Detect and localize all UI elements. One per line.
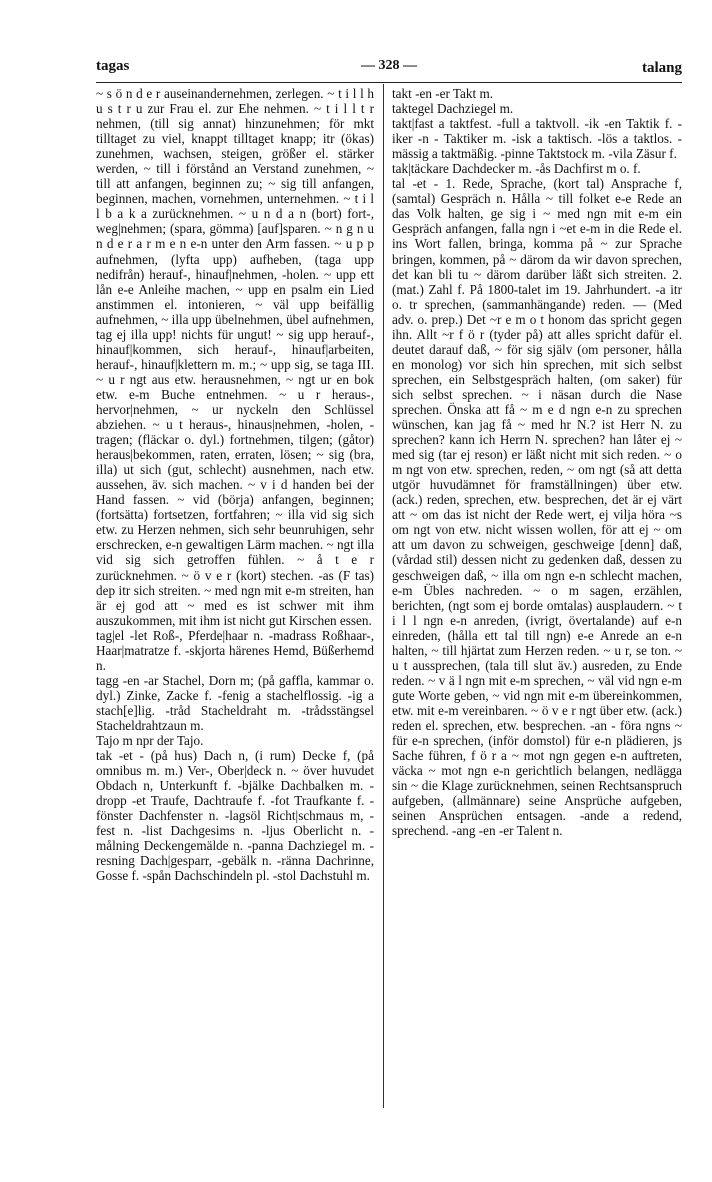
left-column xyxy=(96,86,374,883)
entry-paragraph: tak|täckare Dachdecker m. -ås Dachfirst m o. f. xyxy=(392,161,641,177)
entry-paragraph: taktegel Dachziegel m. xyxy=(392,101,514,117)
entry-paragraph: tal -et - 1. Rede, Sprache, (kort tal) Ansprache f, (samtal) Gespräch n. Hålla ~ till folket e-e Rede an das Volk halten, ge sig i ~ med ngn mit e-m ein Gespräch anfangen, falla ngn i ~et e-m in die Rede el. ins Wort fallen, bringa, komma på ~ zur Sprache bringen, kommen, på ~ därom da wir davon sprechen, det kan bli tu ~ därom darüber läßt sich streiten. 2. (mat.) Zahl f. På 1800-talet im 19. Jahrhundert. -a itr o. tr sprechen, (sammanhängande) reden. — (Med adv. o. prep.) Det ~r e m o t honom das spricht gegen ihn. Allt ~r f ö r (tyder på) att alles spricht dafür el. deutet darauf daß, ~ för sig själv (om personer, hålla en monolog) vor sich hin sprechen, mit sich selbst sprechen, ein Selbstgespräch halten, (om saker) für sich selbst sprechen. ~ i näsan durch die Nase sprechen. Önska att få ~ m e d ngn e-n zu sprechen wünschen, kan jag få ~ med hr N.? ist Herr N. zu sprechen? kann ich Herrn N. sprechen? han låter ej ~ med sig (tar ej reson) er läßt nicht mit sich reden. ~ o m ngt von etw. sprechen, reden, ~ om ngt (så att detta utgör huvudämnet för framställningen) über etw. (ack.) reden, sprechen, etw. besprechen, det är ej värt att ~ om das ist nicht der Rede wert, ej vilja höra ~s om ngt von etw. nicht wissen wollen, för att ej ~ om att um davon zu schweigen, geschweige [denn] daß, (vårdad stil) dessen nicht zu gedenken daß, dessen zu geschweigen daß, ~ illa om ngn e-n schlecht machen, e-m Übles nachreden. ~ o m sagen, erzählen, berichten, (ngt som ej borde omtalas) ausplaudern. ~ t i l l ngn e-n anreden, (ivrigt, övertalande) auf e-n einreden, (hålla ett tal till ngn) e-e Anrede an e-n halten, ~ till hjärtat zum Herzen reden. ~ u r, se ton. ~ u t aussprechen, (tala till slut äv.) ausreden, zu Ende reden. ~ v ä l ngn mit e-m sprechen, ~ väl vid ngn e-m gute Worte geben, ~ vid ngn mit e-m übereinkommen, etw. mit e-m vereinbaren. ~ ö v e r ngt über etw. (ack.) reden el. sprechen, etw. besprechen. -an - föra ngns ~ für e-n sprechen, (inför domstol) für e-n plädieren, js Sache führen, f ö r a ~ mot ngn gegen e-n auftreten, väcka ~ mot ngn e-n gerichtlich belangen, nedlägga sin ~ die Klage zurücknehmen, seinen Rechtsanspruch aufgeben, (allmännare) seine Ansprüche aufgeben, seinen Ansprüchen entsagen. -ande a redend, sprechend. -ang -en -er Talent n. xyxy=(392,176,682,839)
right-column xyxy=(392,86,682,838)
entry-paragraph: Tajo m npr der Tajo. xyxy=(96,733,204,749)
header-right-guide-word: talang xyxy=(641,60,682,76)
column-divider xyxy=(383,84,384,1108)
entry-paragraph: tag|el -let Roß-, Pferde|haar n. -madrass Roßhaar-, Haar|matratze f. -skjorta härenes Hemd, Büßerhemd n. xyxy=(96,627,374,673)
entry-paragraph: ~ s ö n d e r auseinandernehmen, zerlegen. ~ t i l l h u s t r u zur Frau el. zur Ehe nehmen. ~ t i l l t r nehmen, (till sig annat) hinzunehmen; för mkt tilltaget zu viel, knappt tilltaget knapp; itr (ökas) zunehmen, wachsen, steigen, größer el. stärker werden, ~ till i förstånd an Verstand zunehmen, ~ till att anfangen, beginnen zu; ~ sig till anfangen, beginnen, machen, vornehmen, unternehmen. ~ t i l l b a k a zurücknehmen. ~ u n d a n (bort) fort-, weg|nehmen; (spara, gömma) [auf]sparen. ~ n g n u n d e r a r m e n e-n unter den Arm fassen. ~ u p p aufnehmen, (lyfta upp) aufheben, (taga upp nedifrån) herauf-, hinauf|nehmen, -holen. ~ upp ett lån e-e Anleihe machen, ~ upp en psalm ein Lied anstimmen el. intonieren, ~ väl upp beifällig aufnehmen, ~ illa upp übelnehmen, übel aufnehmen, tag ej illa upp! nichts für ungut! ~ sig upp herauf-, hinauf|kommen, sich herauf-, hinauf|arbeiten, herauf-, hinauf|klettern m. m.; ~ upp sig, se taga III. ~ u r ngt aus etw. herausnehmen, ~ ngt ur en bok etw. e-m Buche entnehmen. ~ u r heraus-, hervor|nehmen, ~ ur nyckeln den Schlüssel abziehen. ~ u t heraus-, hinaus|nehmen, -holen, -tragen; (fläckar o. dyl.) fortnehmen, tilgen; (gåtor) heraus|bekommen, raten, erraten, lösen; ~ sig (bra, illa) ut sich (gut, schlecht) ausnehmen, nach etw. aussehen, äv. sich machen. ~ v i d handen bei der Hand fassen. ~ vid (börja) anfangen, beginnen; (fortsätta) fortsetzen, fortfahren; ~ illa vid sig sich etw. zu Herzen nehmen, sich sehr beunruhigen, sehr erschrecken, e-n gewaltigen Lärm machen. ~ ngt illa vid sig sich getroffen fühlen. ~ å t e r zurücknehmen. ~ ö v e r (kort) stechen. -as (F tas) dep itr sich streiten. ~ med ngn mit e-m streiten, han är ej god att ~ med es ist schwer mit ihm auszukommen, mit ihm ist nicht gut Kirschen essen. xyxy=(96,86,374,628)
running-header xyxy=(96,54,682,80)
header-rule xyxy=(96,82,682,83)
entry-paragraph: tak -et - (på hus) Dach n, (i rum) Decke f, (på omnibus m. m.) Ver-, Ober|deck n. ~ över huvudet Obdach n, Unterkunft f. -bjälke Dachbalken m. -dropp -et Traufe, Dachtraufe f. -fot Traufkante f. -fönster Dachfenster n. -lagsöl Richt|schmaus m, -fest n. -list Dachgesims n. -ljus Oberlicht n. -målning Deckengemälde n. -panna Dachziegel m. -resning Dach|gesparr, -gebälk n. -ränna Dachrinne, Gosse f. -spån Dachschindeln pl. -stol Dachstuhl m. xyxy=(96,748,374,884)
entry-paragraph: tagg -en -ar Stachel, Dorn m; (på gaffla, kammar o. dyl.) Zinke, Zacke f. -fenig a stachelflossig. -ig a stach[e]lig. -tråd Stacheldraht m. -trådsstängsel Stacheldrahtzaun m. xyxy=(96,672,374,733)
entry-paragraph: takt|fast a taktfest. -full a taktvoll. -ik -en Taktik f. -iker -n - Taktiker m. -isk a taktisch. -lös a taktlos. -mässig a taktmäßig. -pinne Taktstock m. -vila Zäsur f. xyxy=(392,116,682,162)
entry-paragraph: takt -en -er Takt m. xyxy=(392,86,493,101)
header-left-guide-word: tagas xyxy=(96,58,130,74)
page-number: — 328 — xyxy=(361,58,417,73)
